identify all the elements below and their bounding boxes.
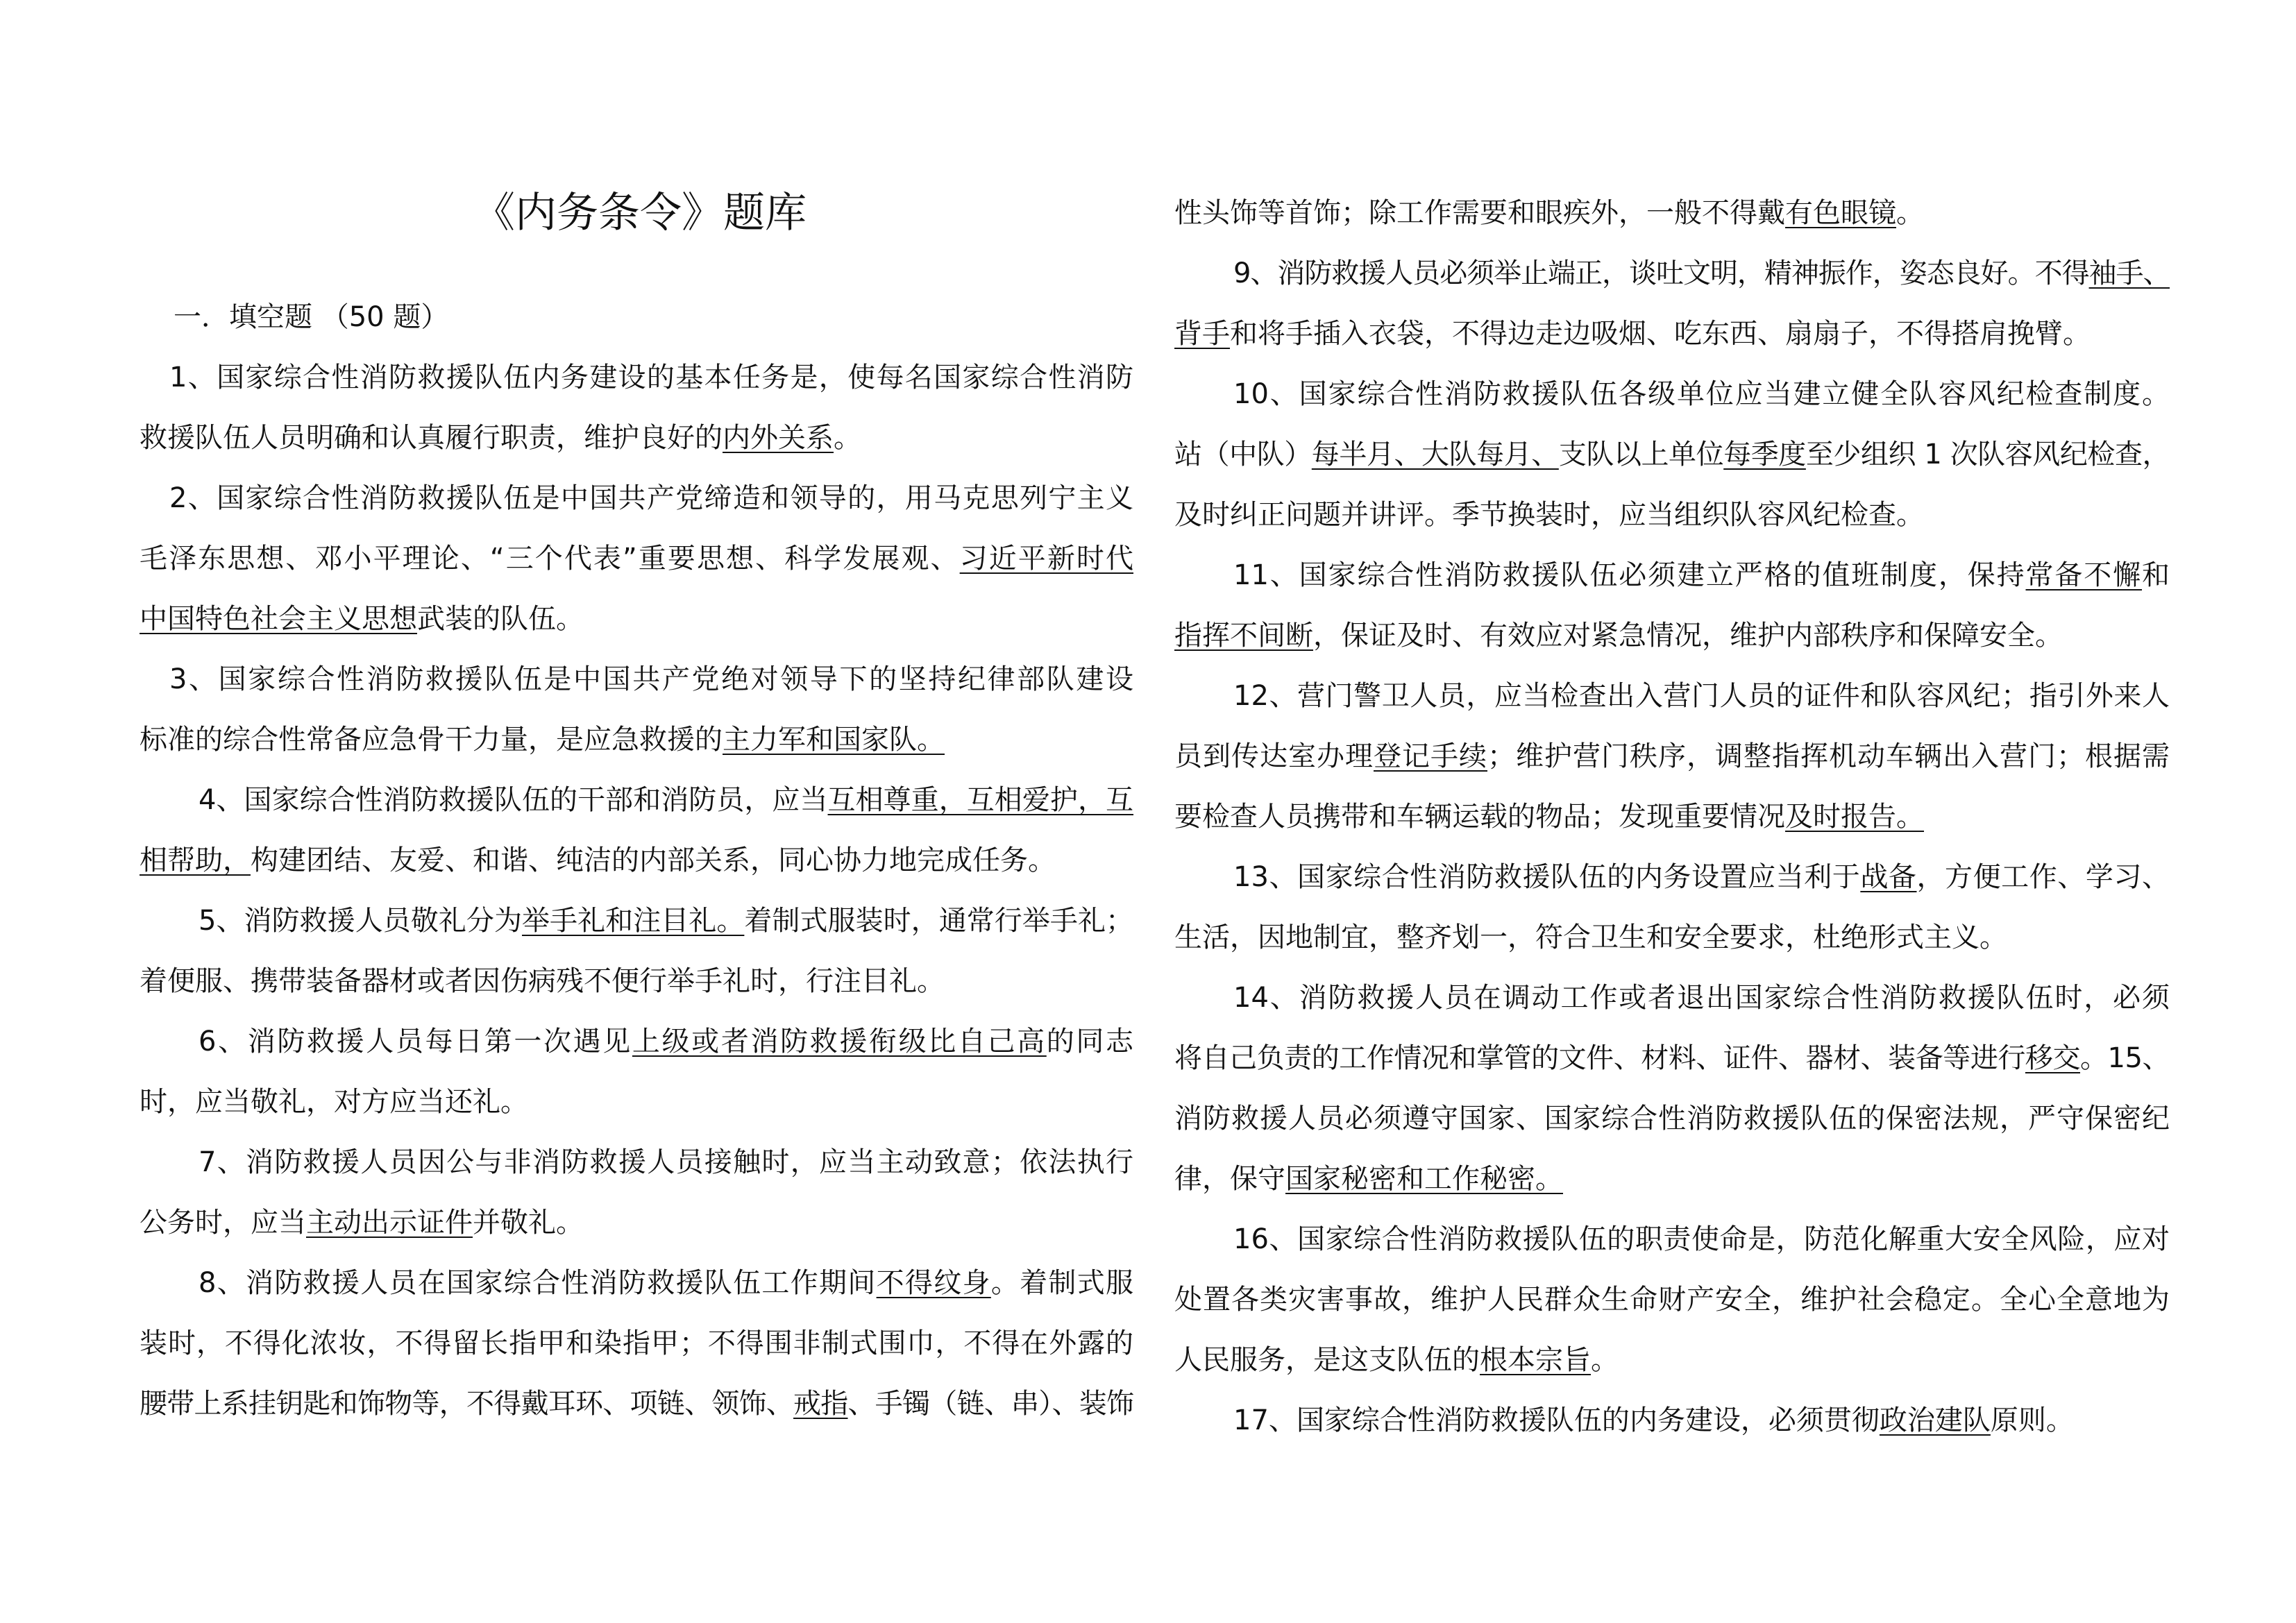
text-run: 要检查人员携带和车辆运载的物品；发现重要情况 xyxy=(1174,801,1785,833)
text-line xyxy=(1174,968,2170,1028)
question-11 xyxy=(1174,545,2170,666)
answer-blank: 袖手、 xyxy=(2088,257,2170,289)
question-16 xyxy=(1174,1209,2170,1391)
text-run: 5、消防救援人员敬礼分为 xyxy=(199,905,523,937)
text-run: 着便服、携带装备器材或者因伤病残不便行举手礼时，行注目礼。 xyxy=(140,965,945,997)
answer-blank: 内外关系 xyxy=(723,422,834,454)
text-run: 站（中队） xyxy=(1174,439,1312,470)
text-line xyxy=(1174,304,2170,364)
text-line xyxy=(140,1012,1133,1072)
question-2 xyxy=(140,468,1133,649)
text-line xyxy=(1174,726,2170,787)
answer-blank: 相帮助， xyxy=(140,844,251,876)
text-line xyxy=(140,1132,1133,1193)
text-run: 14、消防救援人员在调动工作或者退出国家综合性消防救援队伍时，必须 xyxy=(1233,982,2170,1014)
text-run: 支队以上单位 xyxy=(1558,439,1724,470)
text-run: 着制式服装时，通常行举手礼； xyxy=(744,905,1133,937)
text-run: ，保证及时、有效应对紧急情况，维护内部秩序和保障安全。 xyxy=(1313,620,2063,652)
text-line xyxy=(1174,1089,2170,1149)
text-run: 性头饰等首饰；除工作需要和眼疾外，一般不得戴 xyxy=(1174,197,1785,229)
answer-blank: 登记手续 xyxy=(1374,740,1487,772)
text-run: 将自己负责的工作情况和掌管的文件、材料、证件、器材、装备等进行 xyxy=(1174,1042,2025,1074)
text-run: 腰带上系挂钥匙和饰物等，不得戴耳环、项链、领饰、 xyxy=(140,1388,793,1420)
text-run: 律，保守 xyxy=(1174,1163,1285,1195)
text-line xyxy=(1174,485,2170,545)
text-run: 。 xyxy=(1591,1344,1619,1376)
text-line xyxy=(140,408,1133,468)
answer-blank: 上级或者消防救援衔级比自己高 xyxy=(632,1026,1047,1057)
text-line xyxy=(140,891,1133,951)
text-run: 救援队伍人员明确和认真履行职责，维护良好的 xyxy=(140,422,723,454)
text-run: 12、营门警卫人员，应当检查出入营门人员的证件和队容风纪；指引外来人 xyxy=(1233,680,2170,712)
right-column xyxy=(1174,183,2170,1451)
answer-blank: 戒指 xyxy=(793,1388,848,1420)
text-run: 员到传达室办理 xyxy=(1174,740,1374,772)
answer-blank: 互相尊重，互相爱护，互 xyxy=(827,784,1133,816)
answer-blank: 常备不懈 xyxy=(2025,559,2142,591)
text-run: 构建团结、友爱、和谐、纯洁的内部关系，同心协力地完成任务。 xyxy=(251,844,1056,876)
text-run: 13、国家综合性消防救援队伍的内务设置应当利于 xyxy=(1233,861,1861,893)
text-run: 毛泽东思想、邓小平理论、“三个代表”重要思想、科学发展观、 xyxy=(140,543,960,575)
text-line xyxy=(140,1374,1133,1434)
text-line xyxy=(140,1072,1133,1132)
text-line xyxy=(1174,1391,2170,1451)
text-run: 7、消防救援人员因公与非消防救援人员接触时，应当主动致意；依法执行 xyxy=(199,1146,1133,1178)
text-run: 至少组织 1 次队容风纪检查， xyxy=(1805,439,2170,470)
left-column xyxy=(140,183,1133,1434)
text-line xyxy=(140,649,1133,710)
text-run: 公务时，应当 xyxy=(140,1207,306,1239)
text-line xyxy=(1174,1149,2170,1209)
text-run: 16、国家综合性消防救援队伍的职责使命是，防范化解重大安全风险，应对 xyxy=(1233,1223,2170,1255)
text-run: 标准的综合性常备应急骨干力量，是应急救援的 xyxy=(140,724,723,756)
question-12 xyxy=(1174,666,2170,847)
text-run: 3、国家综合性消防救援队伍是中国共产党绝对领导下的坚持纪律部队建设 xyxy=(169,663,1133,695)
text-run: 。 xyxy=(834,422,861,454)
answer-blank: 每季度 xyxy=(1723,439,1806,470)
text-line xyxy=(1174,908,2170,968)
text-line xyxy=(1174,666,2170,726)
text-run: 原则。 xyxy=(1990,1404,2074,1436)
answer-blank: 政治建队 xyxy=(1879,1404,1991,1436)
text-line xyxy=(1174,1330,2170,1391)
text-run: 17、国家综合性消防救援队伍的内务建设，必须贯彻 xyxy=(1233,1404,1880,1436)
text-run: 消防救援人员必须遵守国家、国家综合性消防救援队伍的保密法规，严守保密纪 xyxy=(1174,1103,2170,1135)
text-line xyxy=(140,831,1133,891)
question-8-continued xyxy=(1174,183,2170,244)
text-line xyxy=(1174,1270,2170,1330)
answer-blank: 及时报告。 xyxy=(1785,801,1924,833)
question-13 xyxy=(1174,847,2170,968)
text-run: 时，应当敬礼，对方应当还礼。 xyxy=(140,1086,528,1118)
question-10 xyxy=(1174,364,2170,545)
text-line xyxy=(1174,425,2170,485)
text-run: 1、国家综合性消防救援队伍内务建设的基本任务是，使每名国家综合性消防 xyxy=(169,362,1133,393)
question-4 xyxy=(140,770,1133,891)
text-run: 处置各类灾害事故，维护人民群众生命财产安全，维护社会稳定。全心全意地为 xyxy=(1174,1284,2170,1316)
text-line xyxy=(1174,183,2170,244)
text-line xyxy=(140,770,1133,831)
question-8 xyxy=(140,1253,1133,1434)
text-run: 人民服务，是这支队伍的 xyxy=(1174,1344,1480,1376)
question-6 xyxy=(140,1012,1133,1132)
question-1 xyxy=(140,348,1133,468)
text-run: 并敬礼。 xyxy=(473,1207,584,1239)
text-run: 和 xyxy=(2142,559,2170,591)
text-run: 8、消防救援人员在国家综合性消防救援队伍工作期间 xyxy=(199,1267,877,1299)
text-run: 。15、 xyxy=(2080,1042,2170,1074)
text-run: 10、国家综合性消防救援队伍各级单位应当建立健全队容风纪检查制度。 xyxy=(1233,378,2170,410)
text-line xyxy=(1174,545,2170,606)
answer-blank: 举手礼和注目礼。 xyxy=(522,905,745,937)
text-line xyxy=(1174,1209,2170,1270)
text-run: 武装的队伍。 xyxy=(417,603,584,635)
answer-blank: 不得纹身 xyxy=(876,1267,991,1299)
answer-blank: 主动出示证件 xyxy=(306,1207,473,1239)
text-line xyxy=(140,1253,1133,1314)
page-title: 《内务条令》题库 xyxy=(473,189,807,237)
answer-blank: 主力军和国家队。 xyxy=(723,724,945,756)
text-run: 9、消防救援人员必须举止端正，谈吐文明，精神振作，姿态良好。不得 xyxy=(1233,257,2089,289)
question-9 xyxy=(1174,244,2170,364)
answer-blank: 每半月、大队每月、 xyxy=(1311,439,1559,470)
text-line xyxy=(140,529,1133,589)
text-line xyxy=(1174,244,2170,304)
text-run: 。着制式服 xyxy=(990,1267,1134,1299)
text-line xyxy=(1174,847,2170,908)
question-3 xyxy=(140,649,1133,770)
text-run: 4、国家综合性消防救援队伍的干部和消防员，应当 xyxy=(199,784,828,816)
text-line xyxy=(140,589,1133,649)
text-line xyxy=(1174,1028,2170,1089)
text-run: 装时，不得化浓妆，不得留长指甲和染指甲；不得围非制式围巾，不得在外露的 xyxy=(140,1327,1133,1359)
answer-blank: 背手 xyxy=(1174,318,1230,350)
text-line xyxy=(1174,787,2170,847)
text-run: ，方便工作、学习、 xyxy=(1916,861,2170,893)
answer-blank: 国家秘密和工作秘密。 xyxy=(1285,1163,1563,1195)
answer-blank: 有色眼镜 xyxy=(1785,197,1896,229)
answer-blank: 中国特色社会主义思想 xyxy=(140,603,417,635)
text-run: 、手镯（链、串）、装饰 xyxy=(847,1388,1133,1420)
text-run: 及时纠正问题并讲评。季节换装时，应当组织队容风纪检查。 xyxy=(1174,499,1924,531)
text-run: 6、消防救援人员每日第一次遇见 xyxy=(199,1026,632,1057)
text-run: 和将手插入衣袋，不得边走边吸烟、吃东西、扇扇子，不得搭肩挽臂。 xyxy=(1230,318,2091,350)
answer-blank: 战备 xyxy=(1860,861,1917,893)
text-line xyxy=(1174,364,2170,425)
text-line xyxy=(140,348,1133,408)
answer-blank: 指挥不间断 xyxy=(1174,620,1313,652)
text-run: 。 xyxy=(1896,197,1924,229)
answer-blank: 根本宗旨 xyxy=(1480,1344,1591,1376)
answer-blank: 习近平新时代 xyxy=(959,543,1133,575)
answer-blank: 移交 xyxy=(2025,1042,2081,1074)
text-line xyxy=(140,1314,1133,1374)
text-run: ；维护营门秩序，调整指挥机动车辆出入营门；根据需 xyxy=(1487,740,2170,772)
text-line xyxy=(1174,606,2170,666)
text-line xyxy=(140,710,1133,770)
text-run: 2、国家综合性消防救援队伍是中国共产党缔造和领导的，用马克思列宁主义 xyxy=(169,482,1133,514)
section-heading: 一．填空题 （50 题） xyxy=(174,301,449,333)
question-7 xyxy=(140,1132,1133,1253)
question-14-15 xyxy=(1174,968,2170,1209)
text-run: 的同志 xyxy=(1046,1026,1134,1057)
text-run: 生活，因地制宜，整齐划一，符合卫生和安全要求，杜绝形式主义。 xyxy=(1174,921,2007,953)
text-line xyxy=(140,951,1133,1012)
text-run: 11、国家综合性消防救援队伍必须建立严格的值班制度，保持 xyxy=(1233,559,2026,591)
text-line xyxy=(140,1193,1133,1253)
question-5 xyxy=(140,891,1133,1012)
question-17 xyxy=(1174,1391,2170,1451)
text-line xyxy=(140,468,1133,529)
